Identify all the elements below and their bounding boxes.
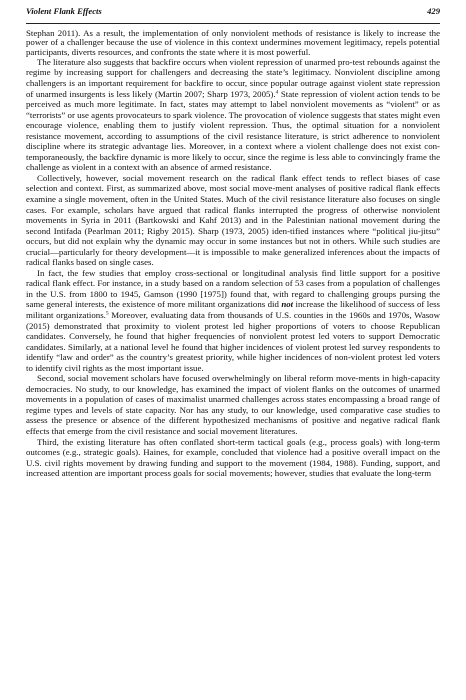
paragraph (26, 29, 440, 57)
body-text (26, 29, 440, 479)
header-rule (26, 23, 440, 24)
running-header (26, 6, 440, 21)
text-run: State repression of violent action tends to be perceived as much more legitimate. In fact, states may attempt to label nonviolent movements as “violent” or as “terrorists” or use agents provocateurs to spark violence. The provocation of violence suggests that states might even encourage violence, enabling them to justify violent repression. Thus, the optimal situation for a nonviolent resistance movement, according to assumptions of the civil resistance literature, is strict adherence to nonviolent discipline where its strategic advantage lies. Moreover, in a context where a violent challenge does not exist con-temporaneously, the backfire dynamic is more likely to occur, since the regime is less able to convincingly frame the challenge as violent in a context with an absence of armed resistance. (26, 88, 440, 173)
footnote-marker: 5 (105, 310, 109, 317)
text-run: Moreover, evaluating data from thousands of U.S. counties in the 1960s and 1970s, Wasow (2015) demonstrated that proximity to violent protest led higher proportions of voters to choose Republican candidates. Conversely, he found that higher frequencies of nonviolent protest led voters to support Democratic candidates. Similarly, at a national level he found that higher incidences of violent protest led survey respondents to identify “law and order” as the country’s greatest priority, while higher incidences of non-violent protest led voters to identify civil rights as the most important issue. (26, 310, 440, 373)
paragraph (26, 437, 440, 479)
text-run: In fact, the few studies that employ cross-sectional or longitudinal analysis find little support for a positive radical flank effect. For instance, in a study based on a random selection of 53 cases from a population of challenges in the U.S. from 1800 to 1945, Gamson (1990 [1975]) found that, with regard to challenging groups pursing the same general interests, the existence of more militant organizations did (26, 267, 440, 310)
text-run: The literature also suggests that backfire occurs when violent repression of unarmed pro-test rebounds against the regime by increasing support for challengers and decreasing the state’s legitimacy. Nonviolent discipline among challengers is an important requirement for backfire to occur, since popular outrage against violent state repression of unarmed insurgents is less likely (Martin 2007; Sharp 1973, 2005). (26, 56, 440, 99)
text-run: Second, social movement scholars have focused overwhelmingly on liberal reform move-ments in high-capacity democracies. No study, to our knowledge, has examined the impact of violent flanks on the outcomes of unarmed movements in a population of cases of maximalist unarmed challenges across states encompassing a broad range of regime types and levels of state capacity. Nor has any study, to our knowledge, used comparative case studies to assess the presence or absence of the different hypothesized mechanisms of positive and negative radical flank effects that emerge from the civil resistance and social movement literatures. (26, 373, 440, 437)
paragraph (26, 173, 440, 268)
text-run: Third, the existing literature has often conflated short-term tactical goals (e.g., process goals) with long-term outcomes (e.g., strategic goals). Haines, for example, concluded that violence had a positive overall impact on the U.S. civil rights movement by drawing funding and support to the movement (1984, 1988). Funding, support, and increased attention are important process goals for social movements; however, studies that evaluate the long-term (26, 436, 440, 479)
footnote-marker: 4 (275, 89, 279, 96)
page-number: 429 (427, 6, 440, 16)
paragraph (26, 57, 440, 173)
text-run: Stephan 2011). As a result, the implementation of only nonviolent methods of resistance is likely to increase the power of a challenger because the use of violence in this context undermines movement legitimacy, repels potential participants, diverts resources, and confronts the state where it is most powerful. (26, 28, 440, 57)
paragraph (26, 373, 440, 436)
running-title: Violent Flank Effects (26, 6, 102, 16)
emphasis: not (281, 299, 294, 310)
paragraph (26, 268, 440, 373)
text-run: increase the likelihood of success of less militant organizations. (26, 299, 440, 321)
text-run: Collectively, however, social movement research on the radical flank effect tends to reflect biases of case selection and context. First, as summarized above, most social move-ment analyses of positive radical flank effects examine a single movement, often in the United States. Much of the civil resistance literature also focuses on single cases. For example, scholars have argued that radical flanks interrupted the progress of otherwise nonviolent movements in Syria in 2011 (Bartkowski and Kahf 2013) and in the Palestinian national movement during the second Intifada (Pearlman 2011; Rigby 2015). Sharp (1973, 2005) iden-tified instances where “political jiu-jitsu” occurs, but did not explain why the dynamic may occur in some instances but not in others. While such studies are crucial—particularly for theory development—it is impossible to make generalized inferences about the impacts of radical flanks based on single cases. (26, 172, 440, 268)
